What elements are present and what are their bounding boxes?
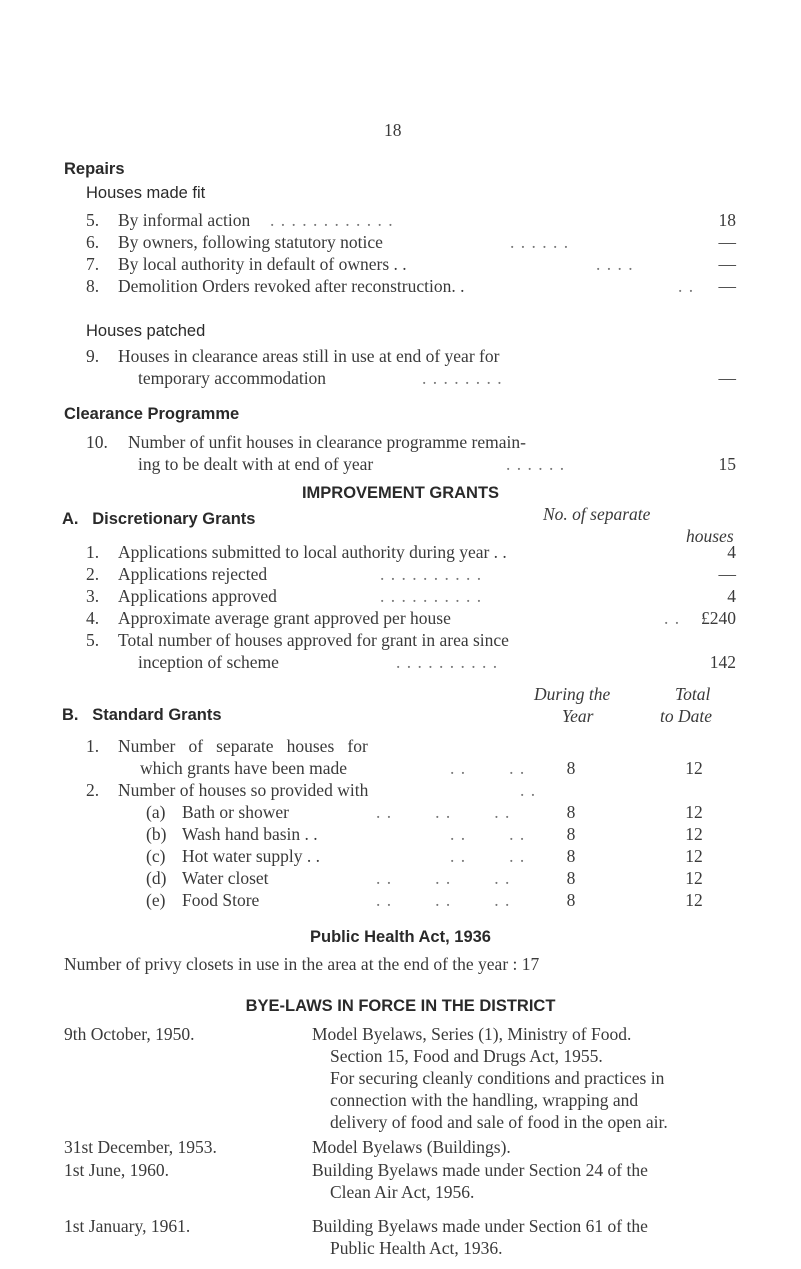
list-item-num: 1.	[86, 736, 100, 756]
list-item-num: 5.	[86, 210, 100, 230]
byelaw-text: Building Byelaws made under Section 61 of the	[312, 1216, 648, 1236]
leader-dots: . .	[678, 276, 695, 296]
byelaw-date: 1st June, 1960.	[64, 1160, 169, 1180]
table-cell-total: 12	[685, 802, 703, 822]
table-cell-total: 12	[685, 868, 703, 888]
discretionary-grants-heading: A. Discretionary Grants	[62, 510, 256, 528]
list-item-text: Number of separate houses for	[118, 736, 368, 756]
leader-dots: . . . . . .	[376, 868, 511, 888]
list-item-text: ing to be dealt with at end of year	[138, 454, 374, 474]
sub-item-text: Hot water supply . .	[182, 846, 321, 866]
list-item-text: Demolition Orders revoked after reconstruction. .	[118, 276, 465, 296]
list-item-text: Applications approved	[118, 586, 277, 606]
leader-dots: . . . . . . . . . .	[380, 586, 483, 606]
byelaws-heading: BYE-LAWS IN FORCE IN THE DISTRICT	[245, 997, 556, 1015]
sub-item-label: (c)	[146, 846, 166, 866]
list-item-text: Total number of houses approved for grant in area since	[118, 630, 509, 650]
list-item-value: 142	[709, 652, 736, 672]
list-item-value: 4	[727, 542, 736, 562]
leader-dots: . . . .	[450, 846, 526, 866]
byelaw-text: connection with the handling, wrapping and	[330, 1090, 639, 1110]
houses-made-fit-heading: Houses made fit	[86, 184, 206, 202]
leader-dots: . . . . . .	[506, 454, 566, 474]
column-header-total: to Date	[660, 706, 713, 726]
sub-item-label: (a)	[146, 802, 166, 822]
list-item-value: —	[718, 368, 736, 388]
list-item-text: By informal action	[118, 210, 251, 230]
list-item-value: 4	[727, 586, 736, 606]
column-header-during-year: During the	[534, 684, 611, 704]
list-item-text: By local authority in default of owners . .	[118, 254, 407, 274]
list-item-num: 3.	[86, 586, 100, 606]
column-header-total: Total	[675, 684, 711, 704]
leader-dots: . .	[664, 608, 681, 628]
list-item-text: By owners, following statutory notice	[118, 232, 383, 252]
table-cell-total: 12	[685, 846, 703, 866]
list-item-num: 2.	[86, 564, 100, 584]
column-header: No. of separate	[543, 504, 651, 524]
leader-dots: . . . . . .	[376, 890, 511, 910]
leader-dots: . . . . . . . .	[422, 368, 503, 388]
byelaw-text: Building Byelaws made under Section 24 of the	[312, 1160, 648, 1180]
table-cell-year: 8	[566, 758, 576, 778]
list-item-num: 6.	[86, 232, 100, 252]
list-item-num: 7.	[86, 254, 100, 274]
list-item-value: £240	[701, 608, 736, 628]
sub-item-text: Bath or shower	[182, 802, 289, 822]
leader-dots: . . . . . .	[510, 232, 570, 252]
list-item-text: temporary accommodation	[138, 368, 327, 388]
byelaw-text: Section 15, Food and Drugs Act, 1955.	[330, 1046, 603, 1066]
leader-dots: . .	[520, 780, 537, 800]
privy-closets-statement: Number of privy closets in use in the area at the end of the year : 17	[64, 954, 540, 974]
leader-dots: . . . .	[450, 824, 526, 844]
leader-dots: . . . .	[596, 254, 634, 274]
sub-item-text: Wash hand basin . .	[182, 824, 318, 844]
table-cell-year: 8	[566, 846, 576, 866]
leader-dots: . . . . . . . . . . . .	[270, 210, 394, 230]
byelaw-date: 1st January, 1961.	[64, 1216, 191, 1236]
public-health-heading: Public Health Act, 1936	[310, 928, 491, 946]
list-item-value: 15	[718, 454, 736, 474]
page-number: 18	[384, 120, 402, 140]
list-item-value: —	[718, 276, 736, 296]
table-cell-total: 12	[685, 824, 703, 844]
byelaw-text: delivery of food and sale of food in the open air.	[330, 1112, 668, 1132]
list-item-text: Number of unfit houses in clearance programme remain-	[128, 432, 526, 452]
column-header: houses	[686, 526, 734, 546]
list-item-text: Houses in clearance areas still in use at end of year for	[118, 346, 500, 366]
standard-grants-heading: B. Standard Grants	[62, 706, 222, 724]
clearance-heading: Clearance Programme	[64, 405, 240, 423]
column-header-during-year: Year	[562, 706, 594, 726]
list-item-num: 5.	[86, 630, 100, 650]
list-item-text: Number of houses so provided with	[118, 780, 369, 800]
list-item-text: which grants have been made	[140, 758, 348, 778]
leader-dots: . . . .	[450, 758, 526, 778]
list-item-num: 1.	[86, 542, 100, 562]
sub-item-text: Water closet	[182, 868, 269, 888]
list-item-text: Applications submitted to local authority during year . .	[118, 542, 507, 562]
byelaw-date: 9th October, 1950.	[64, 1024, 195, 1044]
table-cell-year: 8	[566, 802, 576, 822]
byelaw-text: Model Byelaws (Buildings).	[312, 1137, 511, 1157]
improvement-grants-heading: IMPROVEMENT GRANTS	[301, 484, 500, 502]
list-item-text: Applications rejected	[118, 564, 268, 584]
list-item-value: —	[718, 564, 736, 584]
list-item-num: 4.	[86, 608, 100, 628]
list-item-num: 8.	[86, 276, 100, 296]
table-cell-year: 8	[566, 890, 576, 910]
sub-item-text: Food Store	[182, 890, 260, 910]
list-item-value: 18	[718, 210, 736, 230]
list-item-text: inception of scheme	[138, 652, 279, 672]
sub-item-label: (e)	[146, 890, 166, 910]
byelaw-date: 31st December, 1953.	[64, 1137, 217, 1157]
leader-dots: . . . . . . . . . .	[396, 652, 499, 672]
list-item-value: —	[718, 232, 736, 252]
list-item-num: 2.	[86, 780, 100, 800]
list-item-num: 10.	[86, 432, 108, 452]
leader-dots: . . . . . .	[376, 802, 511, 822]
byelaw-text: Clean Air Act, 1956.	[330, 1182, 475, 1202]
sub-item-label: (d)	[146, 868, 167, 888]
byelaw-text: Model Byelaws, Series (1), Ministry of Food.	[312, 1024, 632, 1044]
byelaw-text: Public Health Act, 1936.	[330, 1238, 503, 1258]
list-item-value: —	[718, 254, 736, 274]
leader-dots: . . . . . . . . . .	[380, 564, 483, 584]
byelaw-text: For securing cleanly conditions and practices in	[330, 1068, 665, 1088]
list-item-num: 9.	[86, 346, 100, 366]
table-cell-total: 12	[685, 890, 703, 910]
table-cell-total: 12	[685, 758, 703, 778]
list-item-text: Approximate average grant approved per house	[118, 608, 451, 628]
table-cell-year: 8	[566, 824, 576, 844]
sub-item-label: (b)	[146, 824, 167, 844]
houses-patched-heading: Houses patched	[86, 322, 206, 340]
table-cell-year: 8	[566, 868, 576, 888]
repairs-heading: Repairs	[64, 160, 125, 178]
